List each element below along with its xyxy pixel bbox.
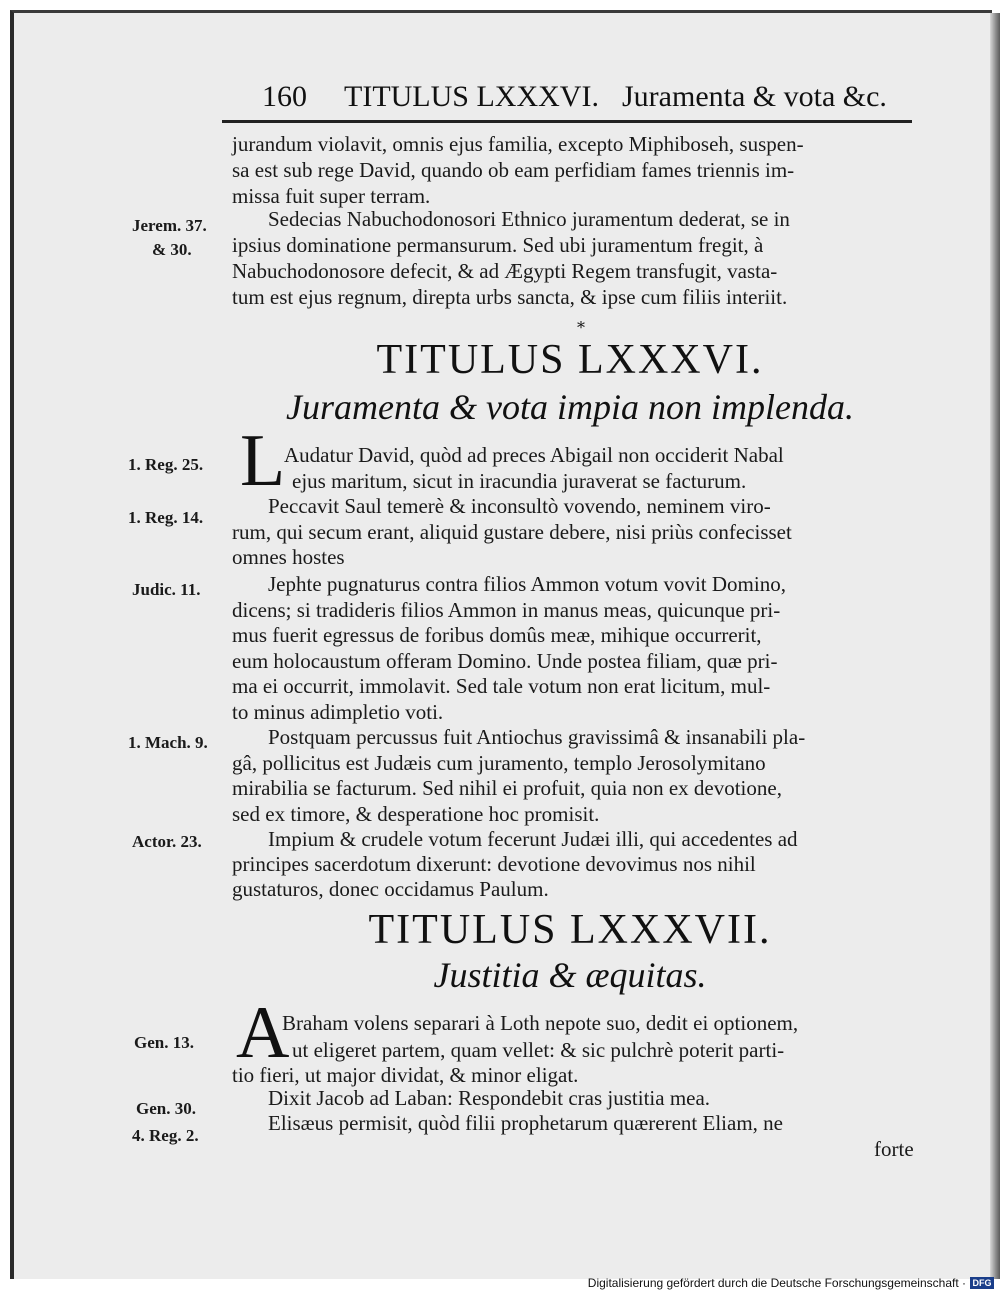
- text-line: mus fuerit egressus de foribus domûs meæ, mihique occurrerit,: [232, 623, 762, 647]
- text-line: Dixit Jacob ad Laban: Respondebit cras justitia mea.: [268, 1086, 711, 1110]
- text-line: ut eligeret partem, quam vellet: & sic pulchrè poterit parti-: [292, 1038, 785, 1062]
- page-number: 160: [262, 80, 307, 113]
- text-line: to minus adimpletio voti.: [232, 700, 444, 724]
- section-title: TITULUS LXXXVI.: [376, 337, 764, 383]
- text-line: omnes hostes: [232, 545, 345, 569]
- text-line: mirabilia se facturum. Sed nihil ei profuit, quia non ex devotione,: [232, 776, 782, 800]
- text-line: tio fieri, ut major dividat, & minor eligat.: [232, 1063, 579, 1087]
- margin-reference: 1. Reg. 14.: [128, 508, 204, 527]
- section-subtitle: Juramenta & vota impia non implenda.: [286, 387, 854, 427]
- margin-reference: Actor. 23.: [132, 832, 202, 851]
- catchword: forte: [874, 1137, 914, 1161]
- text-line: Jephte pugnaturus contra filios Ammon votum vovit Domino,: [268, 572, 786, 596]
- page-edge: [990, 13, 1000, 1279]
- margin-reference: 4. Reg. 2.: [132, 1126, 199, 1145]
- text-line: eum holocaustum offeram Domino. Unde postea filiam, quæ pri-: [232, 649, 778, 673]
- margin-reference: Gen. 30.: [136, 1099, 196, 1118]
- margin-reference: Jerem. 37.: [132, 216, 207, 235]
- running-title: TITULUS LXXXVI.: [344, 80, 599, 113]
- text-line: ma ei occurrit, immolavit. Sed tale votum non erat licitum, mul-: [232, 674, 771, 698]
- text-line: Postquam percussus fuit Antiochus gravissimâ & insanabili pla-: [268, 725, 806, 749]
- drop-cap: A: [236, 992, 290, 1074]
- dfg-logo: DFG: [970, 1277, 994, 1289]
- text-line: Impium & crudele votum fecerunt Judæi illi, qui accedentes ad: [268, 827, 798, 851]
- text-line: tum est ejus regnum, direpta urbs sancta, & ipse cum filiis interiit.: [232, 285, 788, 309]
- text-line: rum, qui secum erant, aliquid gustare debere, nisi priùs confecisset: [232, 520, 792, 544]
- text-line: Audatur David, quòd ad preces Abigail non occiderit Nabal: [284, 443, 784, 467]
- text-line: ejus maritum, sicut in iracundia juraverat se facturum.: [292, 469, 747, 493]
- section-subtitle: Justitia & æquitas.: [433, 955, 707, 995]
- section-title: TITULUS LXXXVII.: [368, 907, 772, 953]
- header-rule: [222, 120, 912, 123]
- text-line: missa fuit super terram.: [232, 184, 431, 208]
- text-line: sed ex timore, & desperatione hoc promisit.: [232, 802, 600, 826]
- drop-cap: L: [240, 420, 286, 502]
- running-header: [250, 74, 910, 118]
- running-subtitle: Juramenta & vota &c.: [622, 80, 887, 113]
- text-line: principes sacerdotum dixerunt: devotione devovimus nos nihil: [232, 852, 756, 876]
- text-line: jurandum violavit, omnis ejus familia, excepto Miphiboseh, suspen-: [232, 132, 804, 156]
- text-line: Elisæus permisit, quòd filii prophetarum quærerent Eliam, ne: [268, 1111, 783, 1135]
- margin-reference: Judic. 11.: [132, 580, 201, 599]
- text-line: Nabuchodonosore defecit, & ad Ægypti Regem transfugit, vasta-: [232, 259, 778, 283]
- text-line: Peccavit Saul temerè & inconsultò vovendo, neminem viro-: [268, 494, 771, 518]
- margin-reference: 1. Mach. 9.: [128, 733, 208, 752]
- text-line: Sedecias Nabuchodonosori Ethnico juramentum dederat, se in: [268, 207, 790, 231]
- text-line: Braham volens separari à Loth nepote suo, dedit ei optionem,: [282, 1011, 799, 1035]
- text-line: ipsius dominatione permansurum. Sed ubi juramentum fregit, à: [232, 233, 764, 257]
- text-line: sa est sub rege David, quando ob eam perfidiam fames triennis im-: [232, 158, 795, 182]
- text-line: dicens; si tradideris filios Ammon in manus meas, quicunque pri-: [232, 598, 781, 622]
- text-line: gâ, pollicitus est Judæis cum juramento, templo Jerosolymitano: [232, 751, 766, 775]
- margin-reference: Gen. 13.: [134, 1033, 194, 1052]
- margin-reference: & 30.: [152, 240, 192, 259]
- ornament-star: *: [577, 318, 585, 337]
- margin-reference: 1. Reg. 25.: [128, 455, 204, 474]
- digitization-credit: Digitalisierung gefördert durch die Deutsche Forschungsgemeinschaft ·: [587, 1276, 966, 1290]
- text-line: gustaturos, donec occidamus Paulum.: [232, 877, 549, 901]
